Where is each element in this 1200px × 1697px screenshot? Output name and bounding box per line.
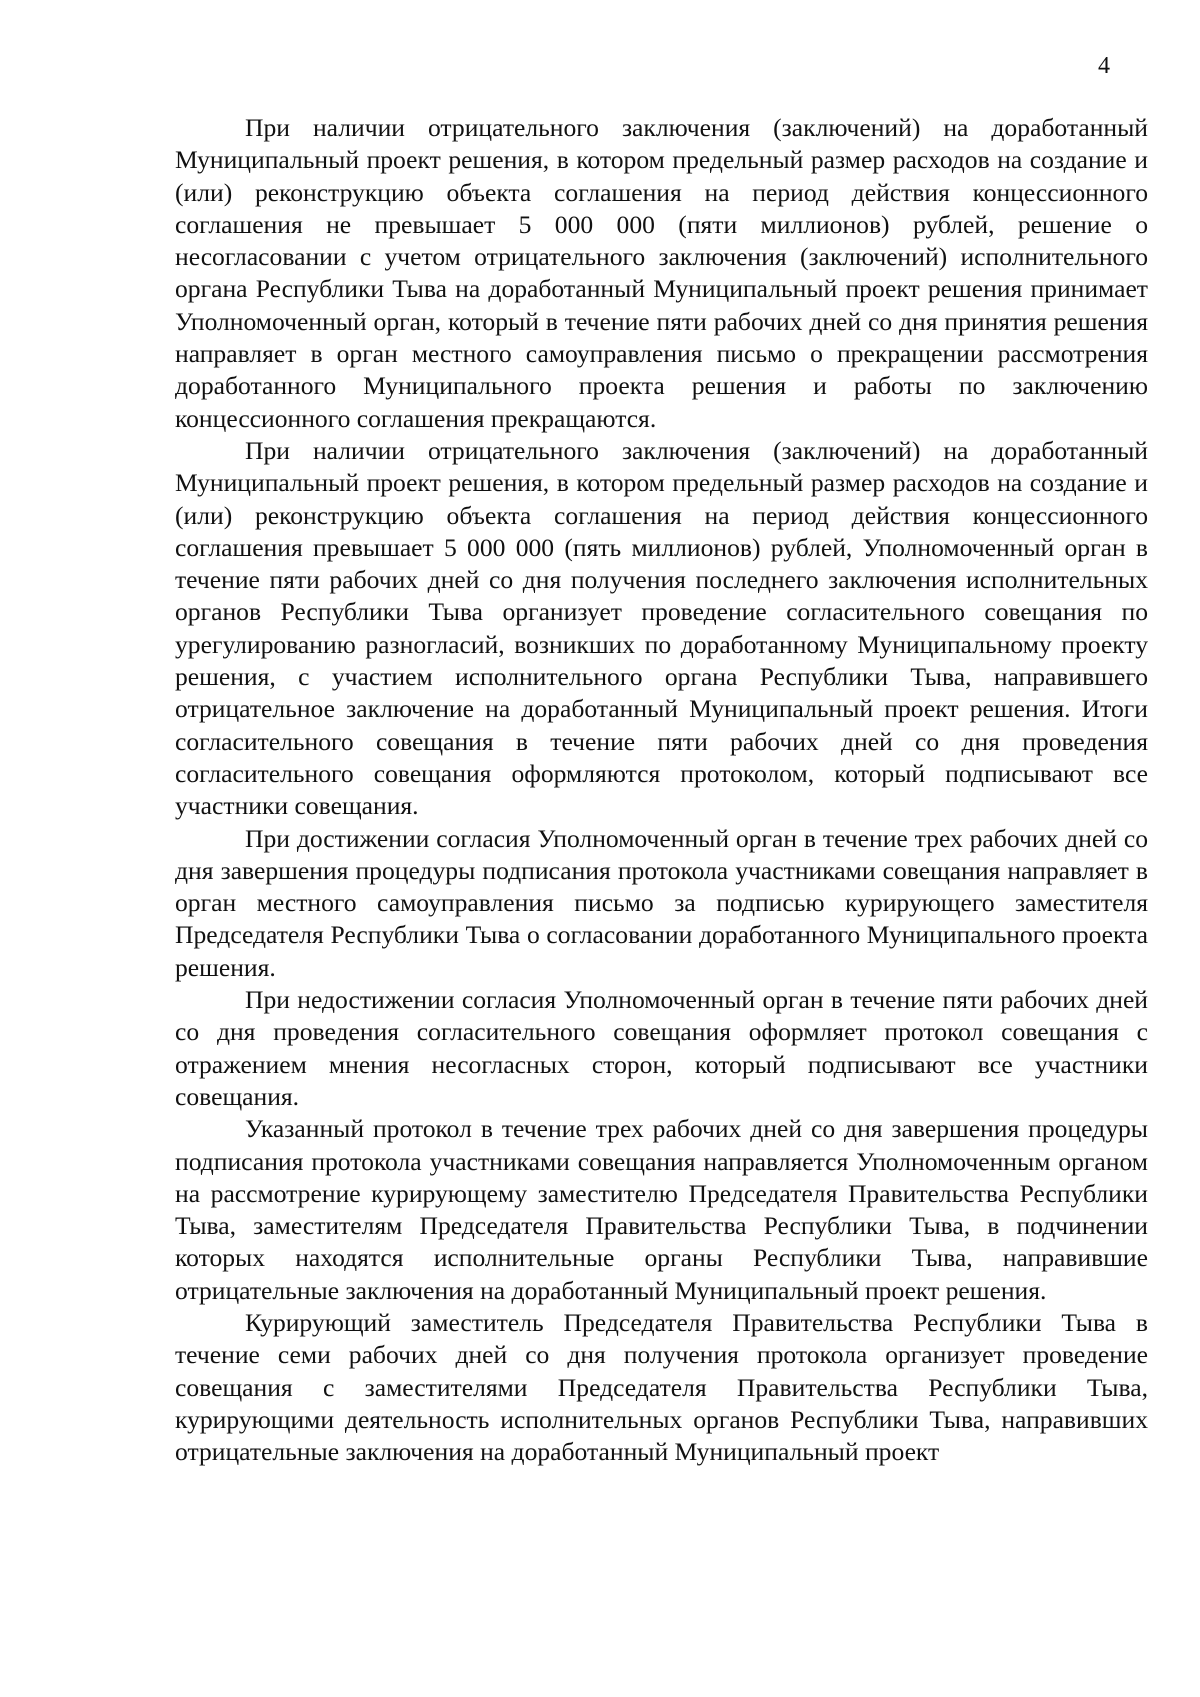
document-body (175, 112, 1148, 1468)
page-number: 4 (1098, 53, 1110, 79)
paragraph-3: При достижении согласия Уполномоченный орган в течение трех рабочих дней со дня завершения процедуры подписания протокола участниками совещания направляет в орган местного самоуправления письмо за подписью курирующего заместителя Председателя Республики Тыва о согласовании доработанного Муниципального проекта решения. (175, 823, 1148, 982)
paragraph-6: Курирующий заместитель Председателя Правительства Республики Тыва в течение семи рабочих дней со дня получения протокола организует проведение совещания с заместителями Председателя Правительства Республики Тыва, курирующими деятельность исполнительных органов Республики Тыва, направивших отрицательные заключения на доработанный Муниципальный проект (175, 1307, 1148, 1467)
paragraph-5: Указанный протокол в течение трех рабочих дней со дня завершения процедуры подписания протокола участниками совещания направляется Уполномоченным органом на рассмотрение курирующему заместителю Председателя Правительства Республики Тыва, заместителям Председателя Правительства Республики Тыва, в подчинении которых находятся исполнительные органы Республики Тыва, направившие отрицательные заключения на доработанный Муниципальный проект решения. (175, 1114, 1148, 1305)
paragraph-4: При недостижении согласия Уполномоченный орган в течение пяти рабочих дней со дня проведения согласительного совещания оформляет протокол совещания с отражением мнения несогласных сторон, который подписывают все участники совещания. (175, 985, 1148, 1111)
paragraph-2: При наличии отрицательного заключения (заключений) на доработанный Муниципальный проект решения, в котором предельный размер расходов на создание и (или) реконструкцию объекта соглашения на период действия концессионного соглашения превышает 5 000 000 (пять миллионов) рублей, Уполномоченный орган в течение пяти рабочих дней со дня получения последнего заключения исполнительных органов Республики Тыва организует проведение согласительного совещания по урегулированию разногласий, возникших по доработанному Муниципальному проекту решения, с участием исполнительного органа Республики Тыва, направившего отрицательное заключение на доработанный Муниципальный проект решения. Итоги согласительного совещания в течение пяти рабочих дней со дня проведения согласительного совещания оформляются протоколом, который подписывают все участники совещания. (175, 435, 1148, 821)
paragraph-1: При наличии отрицательного заключения (заключений) на доработанный Муниципальный проект решения, в котором предельный размер расходов на создание и (или) реконструкцию объекта соглашения на период действия концессионного соглашения не превышает 5 000 000 (пяти миллионов) рублей, решение о несогласовании с учетом отрицательного заключения (заключений) исполнительного органа Республики Тыва на доработанный Муниципальный проект решения принимает Уполномоченный орган, который в течение пяти рабочих дней со дня принятия решения направляет в орган местного самоуправления письмо о прекращении рассмотрения доработанного Муниципального проекта решения и работы по заключению концессионного соглашения прекращаются. (175, 113, 1148, 433)
